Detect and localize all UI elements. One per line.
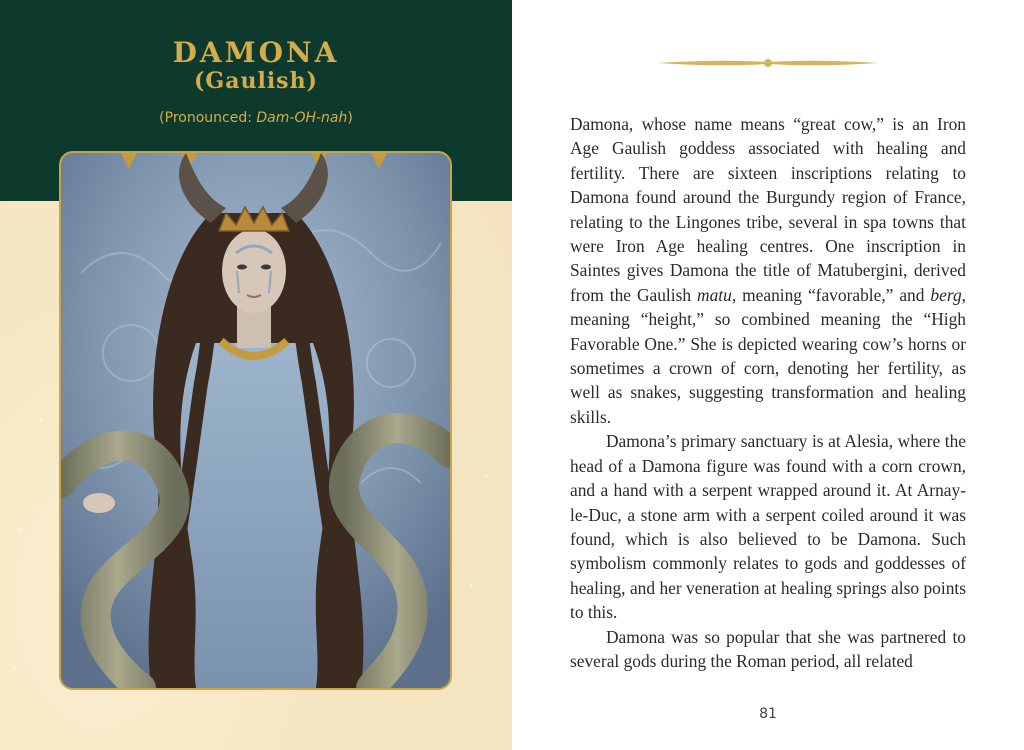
pronunciation-label: (Pronounced:: [159, 110, 257, 126]
paragraph-1-text-a: Damona, whose name means “great cow,” is an Iron Age Gaulish goddess associated with healing and fertility. There are sixteen inscriptions relating to Damona found around the Burgundy region of France, relating to the Lingones tribe, several in spa towns that were Iron Age healing centres. One inscription in Saintes gives Damona the title of Matubergini, derived from the Gaulish: [570, 114, 966, 305]
paragraph-2: Damona’s primary sanctuary is at Alesia, where the head of a Damona figure was found with a corn crown, and a hand with a serpent wrapped around it. At Arnay-le-Duc, a stone arm with a serpent coiled around it was found, which is also believed to be Damona. Such symbolism commonly relates to gods and goddesses of healing, and her veneration at healing springs also points to this.: [570, 431, 966, 623]
pronunciation: [0, 110, 512, 126]
pronunciation-close: ): [347, 110, 353, 126]
paragraph-1-text-b: , meaning “favorable,” and: [731, 284, 931, 305]
gold-ornament-divider: [658, 55, 878, 71]
deity-name: DAMONA: [172, 36, 340, 69]
term-berg: berg: [930, 284, 962, 305]
paragraph-1: [570, 112, 966, 429]
paragraph-3: Damona was so popular that she was partnered to several gods during the Roman period, all related: [570, 626, 966, 671]
paragraph-1-text-c: , meaning “height,” so combined meaning the “High Favorable One.” She is depicted wearing cow’s horns or sometimes a crown of corn, denoting her fertility, as well as snakes, suggesting transformation and healing skills.: [570, 284, 966, 427]
right-page: [512, 0, 1024, 750]
deity-origin: (Gaulish): [194, 68, 318, 94]
oracle-card-illustration: [59, 151, 452, 690]
page-number: 81: [759, 706, 777, 722]
pronunciation-word: Dam-OH-nah: [256, 110, 348, 126]
body-text: [570, 112, 966, 673]
term-matu: matu: [697, 284, 732, 305]
